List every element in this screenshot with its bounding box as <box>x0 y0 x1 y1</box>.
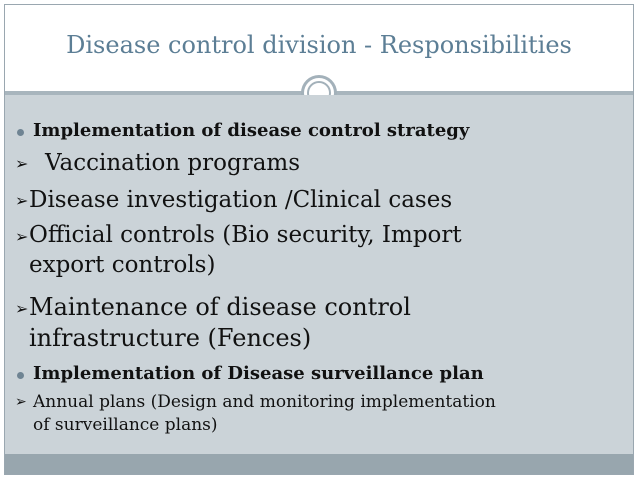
list-item <box>5 363 633 387</box>
arrow-bullet-icon: ➢ <box>15 191 29 210</box>
list-item-text: Implementation of disease control strategy <box>33 120 470 141</box>
list-item <box>5 222 633 284</box>
list-item-text-line1: Official controls (Bio security, Import <box>29 222 462 248</box>
list-item-text-line1: Annual plans (Design and monitoring implementation <box>33 392 496 412</box>
list-item-text-line1: Maintenance of disease control <box>29 293 411 321</box>
arrow-bullet-icon: ➢ <box>15 227 29 246</box>
list-item <box>5 392 633 440</box>
list-item-text: Implementation of Disease surveillance plan <box>33 363 484 384</box>
bullet-dot-icon <box>17 129 24 136</box>
slide-title: Disease control division - Responsibilities <box>66 31 572 59</box>
arrow-bullet-icon: ➢ <box>15 394 27 410</box>
content-panel <box>5 95 633 454</box>
bullet-dot-icon <box>17 372 24 379</box>
arrow-bullet-icon: ➢ <box>15 299 29 318</box>
list-item-text-line2: of surveillance plans) <box>33 415 218 435</box>
list-item <box>5 293 633 357</box>
list-item <box>5 150 633 180</box>
list-item-text-line2: infrastructure (Fences) <box>29 324 312 352</box>
list-item <box>5 187 633 217</box>
list-item-text-line2: export controls) <box>29 252 216 278</box>
footer-bar <box>5 454 633 474</box>
list-item <box>5 120 633 144</box>
slide <box>4 4 634 475</box>
list-item-text: Disease investigation /Clinical cases <box>29 187 453 213</box>
arrow-bullet-icon: ➢ <box>15 154 29 173</box>
list-item-text: Vaccination programs <box>45 150 301 176</box>
